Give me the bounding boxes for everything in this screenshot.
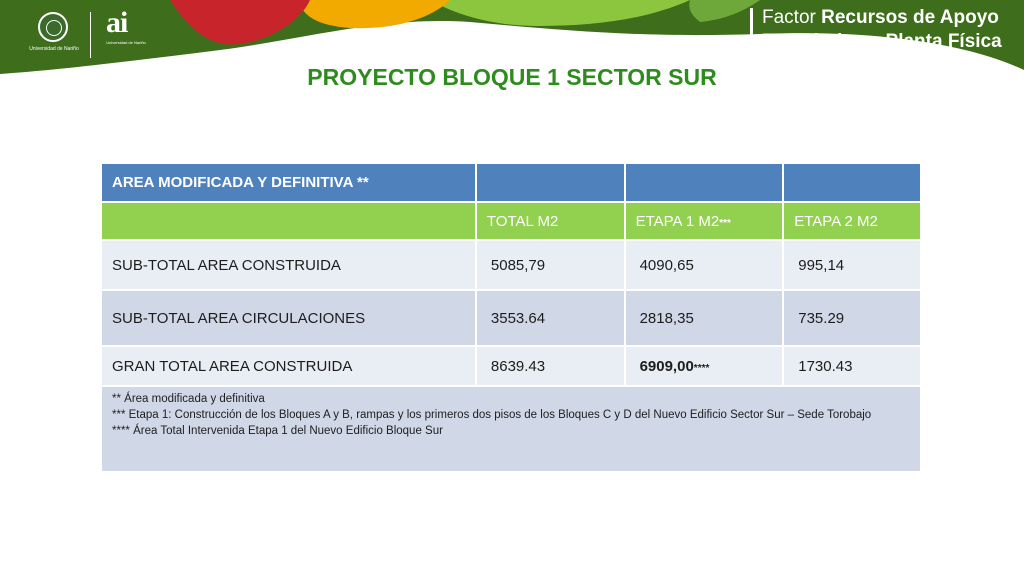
table-header-cell — [625, 163, 784, 202]
factor-label: Factor — [762, 7, 816, 28]
cell-total: 3553.64 — [476, 290, 625, 346]
cell-etapa1 — [625, 346, 784, 386]
table-row — [101, 346, 921, 386]
note-line: **** Área Total Intervenida Etapa 1 del Nuevo Edificio Bloque Sur — [112, 425, 443, 437]
note-line: ** Área modificada y definitiva — [112, 393, 265, 405]
factor-title-line2: Económico y Planta Física — [762, 31, 1002, 52]
cell-etapa1: 2818,35 — [625, 290, 784, 346]
university-logo — [28, 8, 158, 60]
factor-divider — [750, 8, 753, 48]
ai-logo: ai — [106, 6, 128, 39]
university-name: Universidad de Nariño — [29, 46, 79, 52]
table-header-label: AREA MODIFICADA Y DEFINITIVA ** — [101, 163, 476, 202]
table-row — [101, 290, 921, 346]
factor-title — [762, 6, 1002, 54]
area-table — [100, 162, 922, 473]
ai-logo-subtitle: Universidad de Nariño — [106, 40, 146, 45]
table-header-cell — [783, 163, 921, 202]
cell-total: 8639.43 — [476, 346, 625, 386]
university-seal-icon — [38, 12, 68, 42]
row-label: SUB-TOTAL AREA CIRCULACIONES — [101, 290, 476, 346]
cell-etapa1-marker: **** — [693, 362, 710, 374]
column-label: TOTAL M2 — [486, 212, 559, 230]
logo-divider — [90, 12, 91, 58]
cell-etapa1: 4090,65 — [625, 240, 784, 290]
table-header-cell — [476, 163, 625, 202]
table-header-row — [101, 163, 921, 202]
row-label: SUB-TOTAL AREA CONSTRUIDA — [101, 240, 476, 290]
table-notes — [101, 386, 921, 472]
cell-total: 5085,79 — [476, 240, 625, 290]
row-label: GRAN TOTAL AREA CONSTRUIDA — [101, 346, 476, 386]
column-header-total — [476, 202, 625, 240]
table-notes-row — [101, 386, 921, 472]
column-label: ETAPA 1 M2 — [635, 212, 720, 230]
column-header-etapa2 — [783, 202, 921, 240]
factor-title-line1: Recursos de Apoyo — [821, 7, 999, 28]
note-line: *** Etapa 1: Construcción de los Bloques A y B, rampas y los primeros dos pisos de los Bloques C y D del Nuevo Edificio Sector Sur – Sede Torobajo — [112, 409, 872, 421]
cell-etapa2: 995,14 — [783, 240, 921, 290]
cell-etapa1-value: 6909,00 — [639, 357, 694, 375]
column-label: ETAPA 2 M2 — [794, 212, 878, 230]
column-header-empty — [101, 202, 476, 240]
table-row — [101, 240, 921, 290]
column-marker: *** — [719, 217, 731, 229]
column-header-etapa1 — [625, 202, 784, 240]
slide-title: PROYECTO BLOQUE 1 SECTOR SUR — [307, 64, 717, 90]
cell-etapa2: 735.29 — [783, 290, 921, 346]
table-columns-row — [101, 202, 921, 240]
cell-etapa2: 1730.43 — [783, 346, 921, 386]
